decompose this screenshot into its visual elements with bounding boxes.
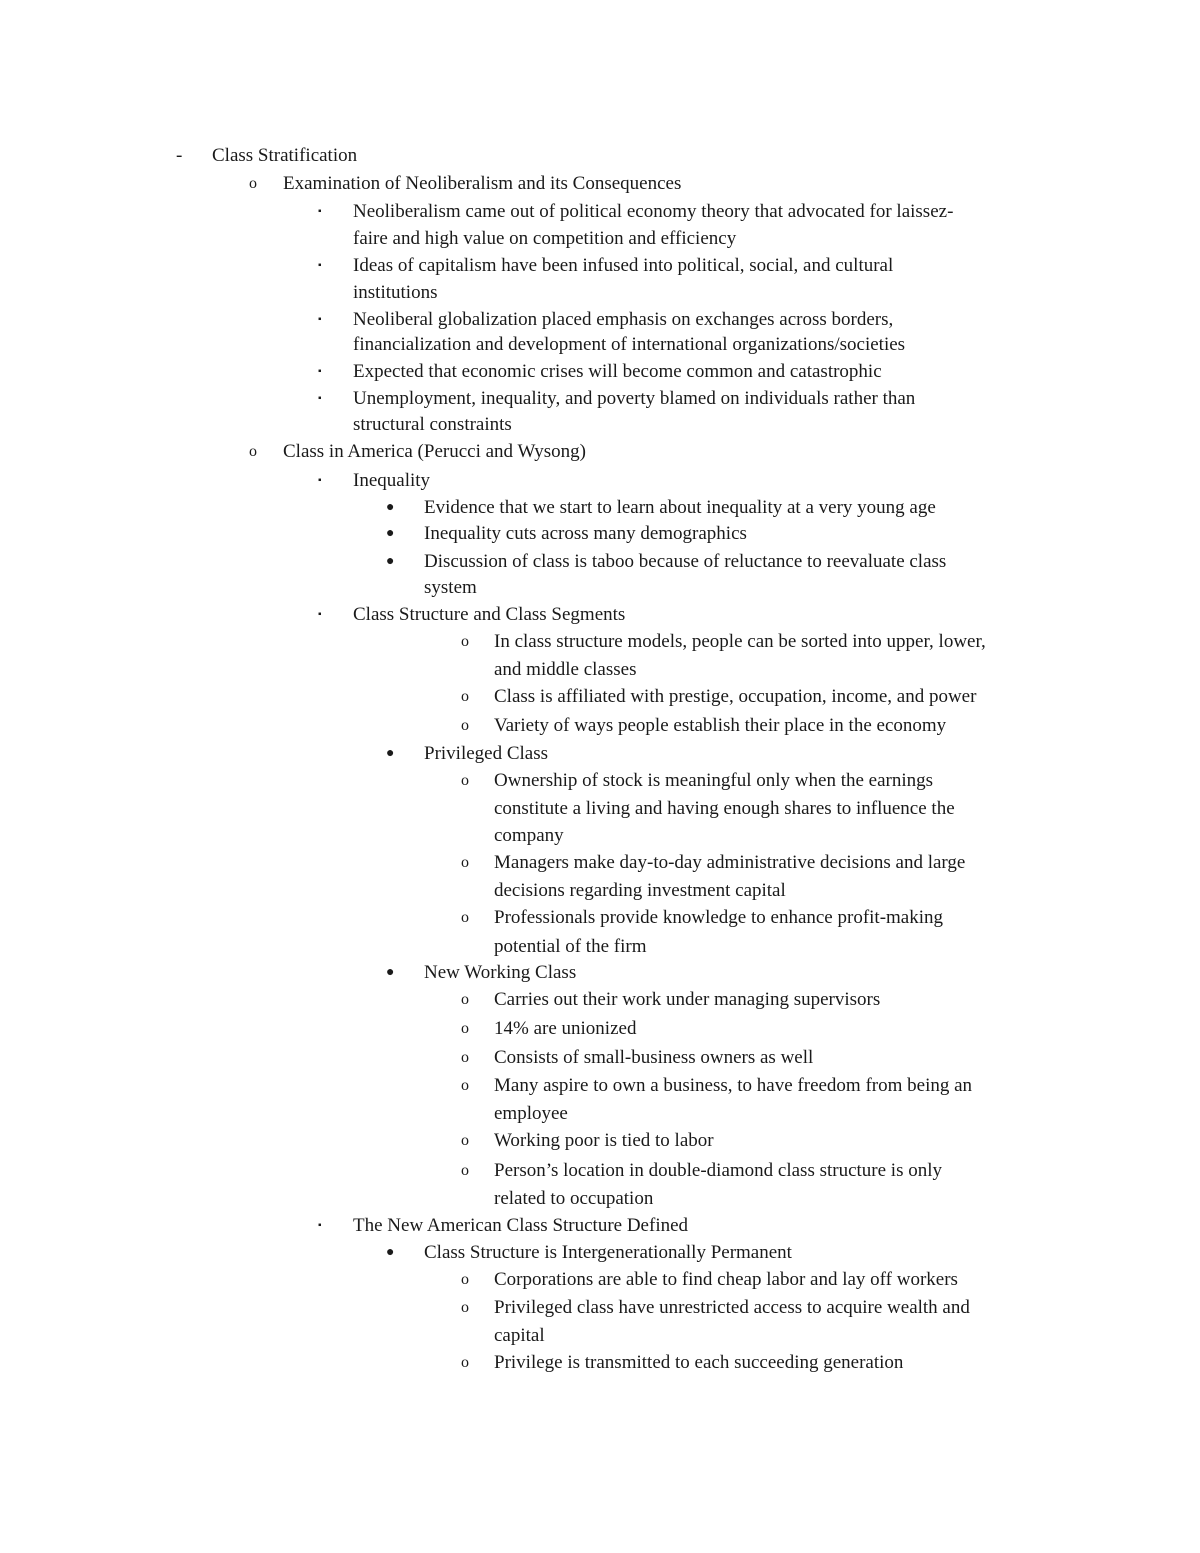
square-bullet-icon: ▪	[318, 206, 322, 217]
list-item-line: In class structure models, people can be sorted into upper, lower,	[494, 631, 986, 652]
outline-title: Class Stratification	[212, 145, 358, 166]
circle-bullet-icon: o	[461, 854, 469, 871]
circle-bullet-icon: o	[461, 1354, 469, 1371]
list-item-line: Unemployment, inequality, and poverty blamed on individuals rather than	[353, 388, 916, 409]
list-item-line: Ownership of stock is meaningful only when the earnings	[494, 770, 934, 791]
dot-bullet-icon: ●	[386, 1245, 395, 1260]
list-item-line: system	[424, 577, 477, 598]
list-item-line: Carries out their work under managing supervisors	[494, 989, 881, 1010]
list-item-line: institutions	[353, 282, 438, 303]
subsection-heading-new-american: The New American Class Structure Defined	[353, 1215, 689, 1236]
section-heading-class-in-america: Class in America (Perucci and Wysong)	[283, 441, 586, 462]
subsection-heading-inequality: Inequality	[353, 470, 431, 491]
list-item-line: Many aspire to own a business, to have freedom from being an	[494, 1075, 973, 1096]
dot-bullet-icon: ●	[386, 500, 395, 515]
subsection-heading-intergenerational: Class Structure is Intergenerationally Permanent	[424, 1242, 792, 1263]
list-item-line: Consists of small-business owners as well	[494, 1047, 814, 1068]
circle-bullet-icon: o	[461, 717, 469, 734]
list-item-line: faire and high value on competition and efficiency	[353, 228, 737, 249]
circle-bullet-icon: o	[461, 1049, 469, 1066]
circle-bullet-icon: o	[249, 443, 257, 460]
list-item-line: Neoliberal globalization placed emphasis on exchanges across borders,	[353, 309, 894, 330]
subsection-heading-privileged-class: Privileged Class	[424, 743, 549, 764]
circle-bullet-icon: o	[461, 1162, 469, 1179]
circle-bullet-icon: o	[461, 1299, 469, 1316]
square-bullet-icon: ▪	[318, 366, 322, 377]
list-item-line: Managers make day-to-day administrative decisions and large	[494, 852, 966, 873]
circle-bullet-icon: o	[461, 991, 469, 1008]
dot-bullet-icon: ●	[386, 554, 395, 569]
list-item-line: Inequality cuts across many demographics	[424, 523, 747, 544]
list-item-line: employee	[494, 1103, 568, 1124]
circle-bullet-icon: o	[249, 175, 257, 192]
dot-bullet-icon: ●	[386, 965, 395, 980]
dot-bullet-icon: ●	[386, 746, 395, 761]
subsection-heading-class-structure: Class Structure and Class Segments	[353, 604, 626, 625]
square-bullet-icon: ▪	[318, 393, 322, 404]
list-item-line: Working poor is tied to labor	[494, 1130, 714, 1151]
list-item-line: related to occupation	[494, 1188, 654, 1209]
square-bullet-icon: ▪	[318, 609, 322, 620]
list-item-line: constitute a living and having enough shares to influence the	[494, 798, 955, 819]
circle-bullet-icon: o	[461, 772, 469, 789]
list-item-line: Discussion of class is taboo because of reluctance to reevaluate class	[424, 551, 947, 572]
list-item-line: capital	[494, 1325, 545, 1346]
circle-bullet-icon: o	[461, 688, 469, 705]
list-item-line: Expected that economic crises will become common and catastrophic	[353, 361, 882, 382]
circle-bullet-icon: o	[461, 1077, 469, 1094]
square-bullet-icon: ▪	[318, 314, 322, 325]
list-item-line: company	[494, 825, 564, 846]
list-item-line: Professionals provide knowledge to enhance profit-making	[494, 907, 944, 928]
list-item-line: Evidence that we start to learn about inequality at a very young age	[424, 497, 936, 518]
circle-bullet-icon: o	[461, 1271, 469, 1288]
list-item-line: 14% are unionized	[494, 1018, 637, 1039]
subsection-heading-new-working-class: New Working Class	[424, 962, 577, 983]
section-heading-neoliberalism: Examination of Neoliberalism and its Consequences	[283, 173, 682, 194]
list-item-line: Ideas of capitalism have been infused into political, social, and cultural	[353, 255, 894, 276]
list-item-line: potential of the firm	[494, 936, 647, 957]
dot-bullet-icon: ●	[386, 526, 395, 541]
circle-bullet-icon: o	[461, 909, 469, 926]
circle-bullet-icon: o	[461, 1020, 469, 1037]
list-item-line: Class is affiliated with prestige, occupation, income, and power	[494, 686, 977, 707]
list-item-line: Corporations are able to find cheap labor and lay off workers	[494, 1269, 958, 1290]
list-item-line: decisions regarding investment capital	[494, 880, 786, 901]
list-item-line: Privileged class have unrestricted access to acquire wealth and	[494, 1297, 970, 1318]
list-item-line: Privilege is transmitted to each succeeding generation	[494, 1352, 904, 1373]
dash-bullet-icon: -	[176, 145, 183, 166]
square-bullet-icon: ▪	[318, 475, 322, 486]
list-item-line: structural constraints	[353, 414, 512, 435]
square-bullet-icon: ▪	[318, 1220, 322, 1231]
list-item-line: Person’s location in double-diamond class structure is only	[494, 1160, 943, 1181]
circle-bullet-icon: o	[461, 633, 469, 650]
list-item-line: Variety of ways people establish their place in the economy	[494, 715, 947, 736]
list-item-line: Neoliberalism came out of political economy theory that advocated for laissez-	[353, 201, 954, 222]
circle-bullet-icon: o	[461, 1132, 469, 1149]
square-bullet-icon: ▪	[318, 260, 322, 271]
list-item-line: and middle classes	[494, 659, 637, 680]
list-item-line: financialization and development of international organizations/societies	[353, 334, 906, 355]
